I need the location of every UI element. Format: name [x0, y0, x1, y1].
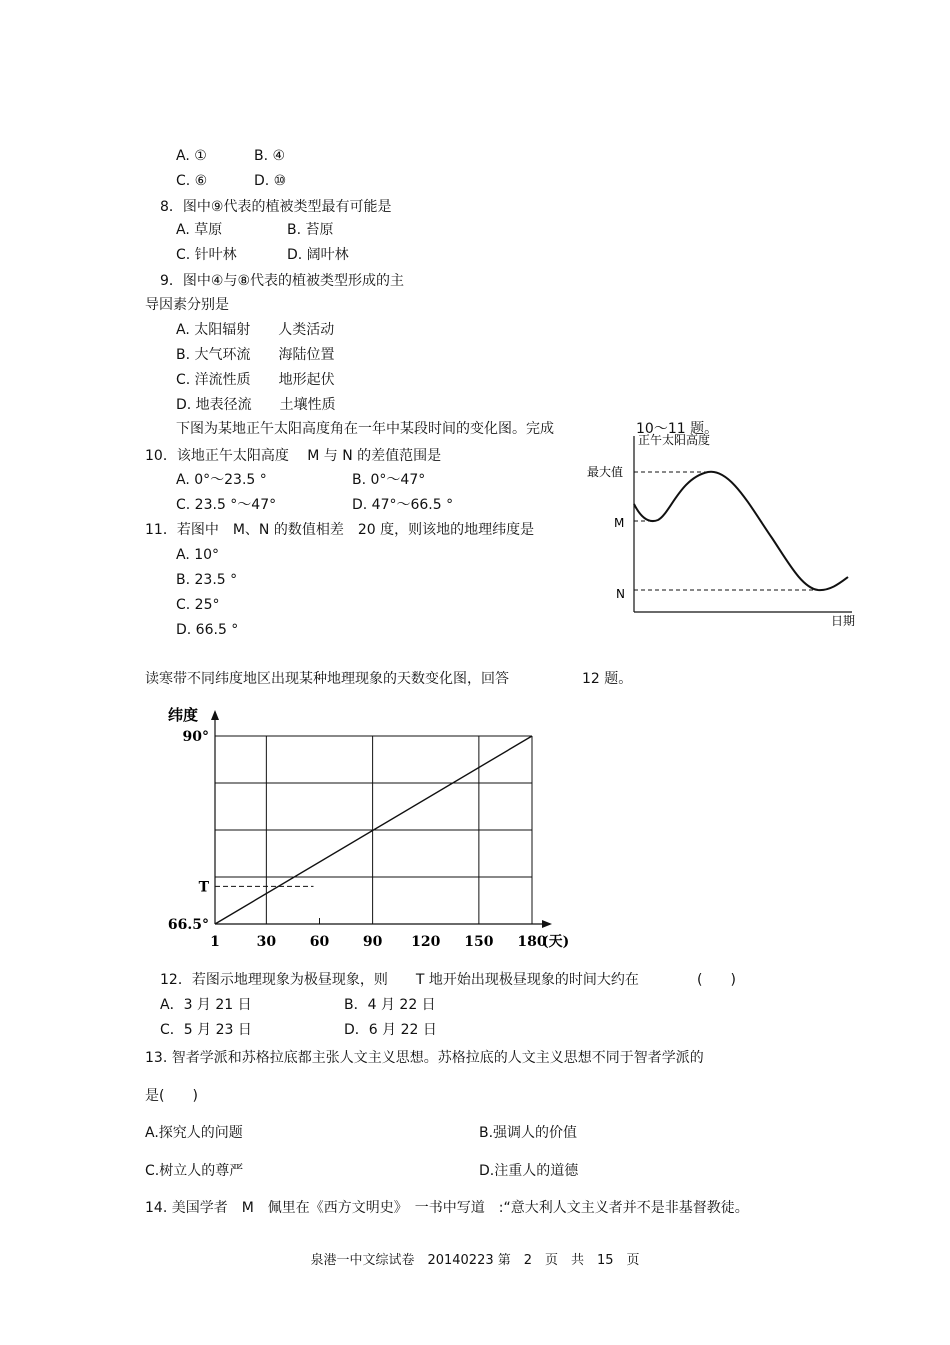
q8-stem: 8．图中⑨代表的植被类型最有可能是 [160, 199, 392, 215]
y-axis-arrow [211, 710, 219, 720]
q13-option-a: A.探究人的问题 [145, 1125, 243, 1141]
lat-chart-ylabel: 纬度 [168, 706, 199, 724]
q12-paren: ( ) [697, 972, 736, 988]
x-tick-label: 1 [210, 934, 220, 950]
q9-option-a: A. 太阳辐射 人类活动 [176, 322, 335, 338]
q10-option-d: D. 47°～66.5 ° [352, 497, 454, 513]
q12-stem: 12．若图示地理现象为极昼现象，则 T 地开始出现极昼现象的时间大约在 [160, 972, 639, 988]
q12-option-b: B．4 月 22 日 [344, 997, 436, 1013]
q7-option-b: B. ④ [254, 148, 286, 164]
q11-stem: 11．若图中 M、N 的数值相差 20 度，则该地的地理纬度是 [145, 522, 535, 538]
x-tick-label: 180 [517, 934, 547, 950]
sun-chart-ylabel: 正午太阳高度 [638, 433, 711, 447]
sun-chart-xlabel: 日期 [831, 614, 856, 628]
q13-stem: 13. 智者学派和苏格拉底都主张人文主义思想。苏格拉底的人文主义思想不同于智者学派的 [145, 1050, 704, 1066]
q9-option-d: D. 地表径流 土壤性质 [176, 397, 336, 413]
q8-option-b: B. 苔原 [287, 222, 334, 238]
q10-stem: 10．该地正午太阳高度 M 与 N 的差值范围是 [145, 448, 442, 464]
q8-option-c: C. 针叶林 [176, 247, 237, 263]
q7-option-a: A. ① [176, 148, 207, 164]
x-axis-arrow [542, 920, 552, 928]
q11-option-d: D. 66.5 ° [176, 622, 239, 638]
sun-chart-m-label: M [614, 516, 625, 530]
latitude-days-chart [160, 700, 580, 956]
page-footer: 泉港一中文综试卷 20140223 第 2 页 共 15 页 [310, 1253, 640, 1268]
q9-option-c: C. 洋流性质 地形起伏 [176, 372, 335, 388]
x-tick-label: 120 [411, 934, 441, 950]
q11-option-b: B. 23.5 ° [176, 572, 238, 588]
x-tick-label: 150 [464, 934, 494, 950]
q13-option-b: B.强调人的价值 [479, 1125, 578, 1141]
y-tick-label: 90° [182, 729, 209, 745]
lat-chart-xlabel: (天) [542, 934, 570, 950]
q11-option-c: C. 25° [176, 597, 220, 613]
q14-stem: 14. 美国学者 M 佩里在《西方文明史》 一书中写道 :“意大利人文主义者并不是非基督教徒。 [145, 1200, 749, 1216]
q11-option-a: A. 10° [176, 547, 220, 563]
q13-option-c: C.树立人的尊严 [145, 1163, 244, 1179]
q12-option-a: A．3 月 21 日 [160, 997, 252, 1013]
q7-option-d: D. ⑩ [254, 173, 287, 189]
q9-stem: 9．图中④与⑧代表的植被类型形成的主 [160, 273, 405, 289]
q7-option-c: C. ⑥ [176, 173, 208, 189]
x-tick-label: 30 [256, 934, 277, 950]
q9-option-b: B. 大气环流 海陆位置 [176, 347, 335, 363]
y-tick-label: T [198, 879, 209, 896]
q12-option-d: D．6 月 22 日 [344, 1022, 437, 1038]
intro-12-ref: 12 题。 [582, 671, 633, 687]
sun-chart-curve [634, 472, 848, 590]
sun-chart-n-label: N [616, 587, 625, 601]
q8-option-a: A. 草原 [176, 222, 223, 238]
y-tick-label: 66.5° [167, 917, 209, 933]
intro-10-11: 下图为某地正午太阳高度角在一年中某段时间的变化图。完成 [176, 421, 554, 437]
intro-10-11-ref: 10～11 题。 [636, 421, 719, 437]
x-tick-label: 60 [309, 934, 330, 950]
intro-12: 读寒带不同纬度地区出现某种地理现象的天数变化图，回答 [145, 671, 509, 687]
q13-stem-continued: 是( ) [145, 1088, 198, 1104]
q12-option-c: C．5 月 23 日 [160, 1022, 252, 1038]
q13-option-d: D.注重人的道德 [479, 1163, 579, 1179]
x-tick-label: 90 [362, 934, 383, 950]
q8-option-d: D. 阔叶林 [287, 247, 349, 263]
sun-altitude-chart [580, 428, 870, 633]
q10-option-c: C. 23.5 °～47° [176, 497, 277, 513]
sun-chart-max-label: 最大值 [587, 465, 624, 479]
q10-option-b: B. 0°～47° [352, 472, 426, 488]
q9-stem-continued: 导因素分别是 [145, 297, 229, 313]
q10-option-a: A. 0°～23.5 ° [176, 472, 267, 488]
